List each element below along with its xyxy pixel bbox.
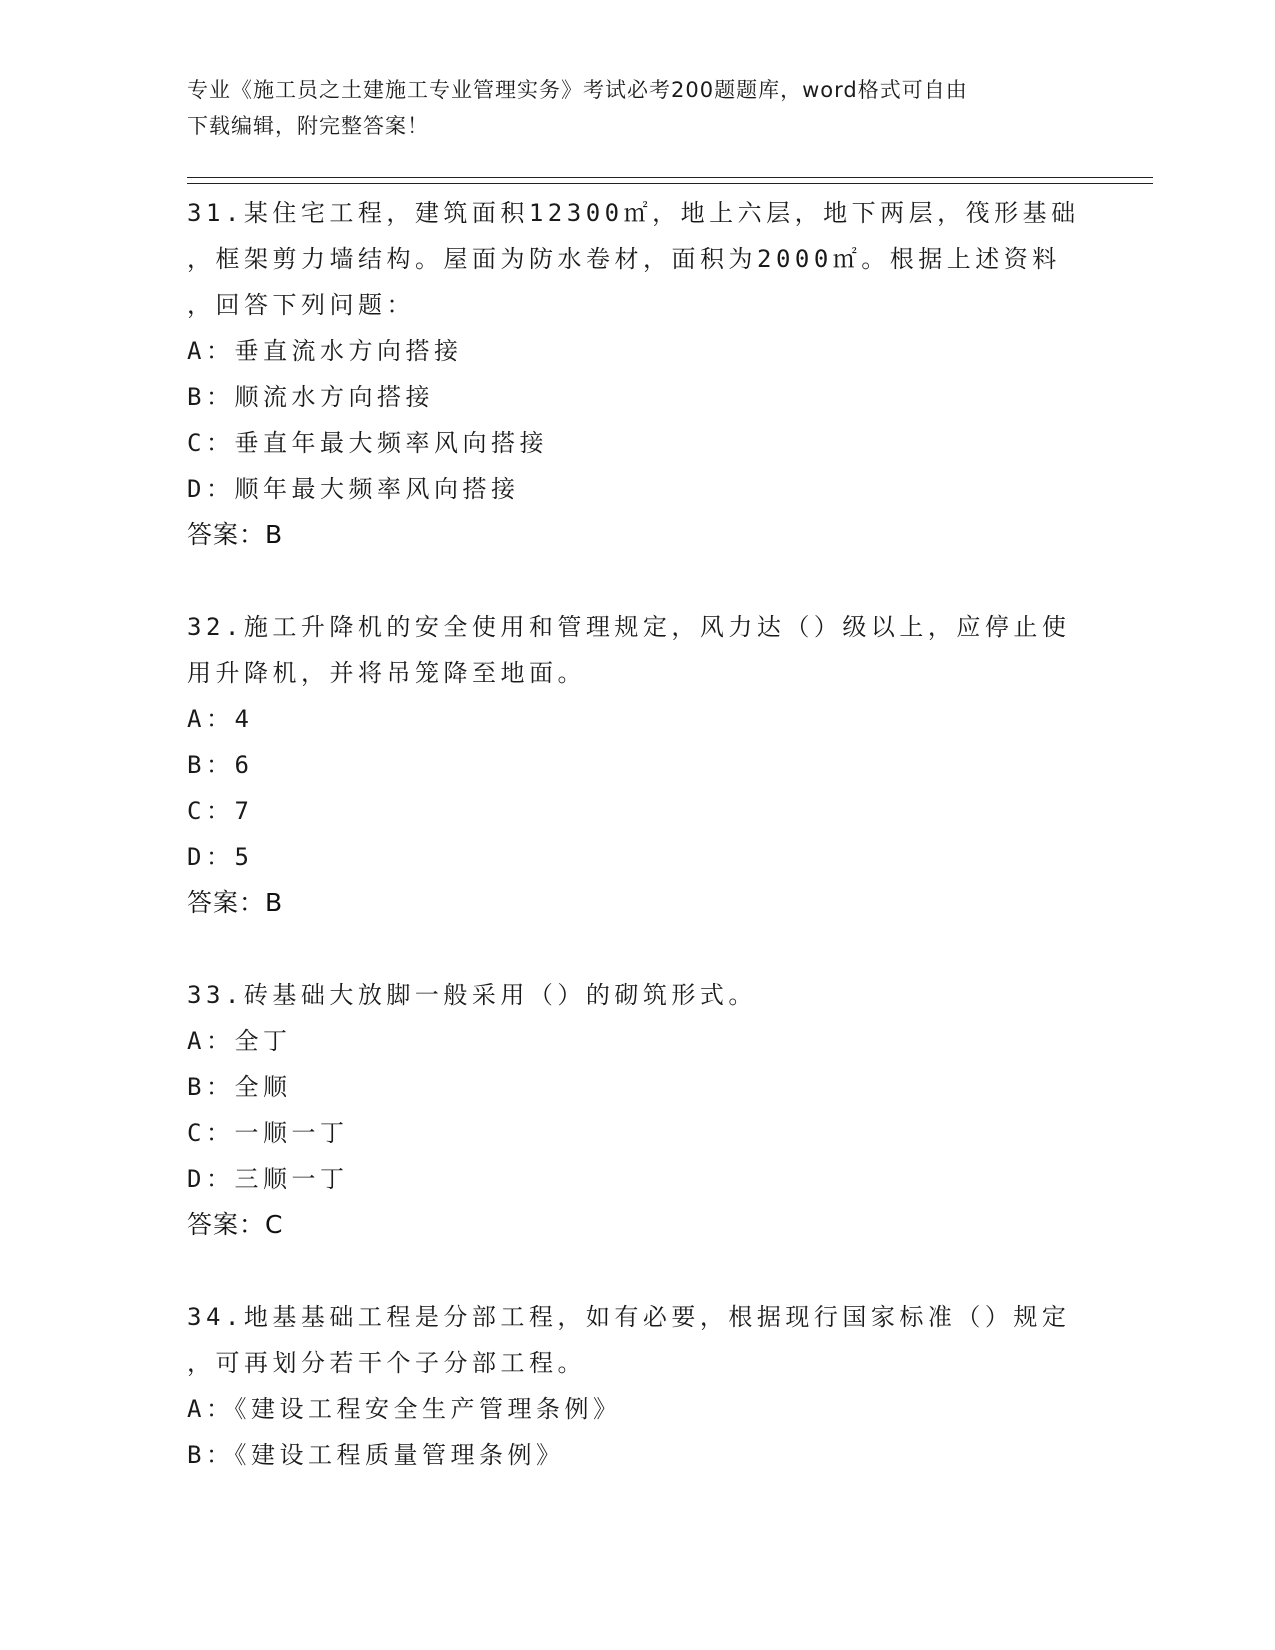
question-text-line: 31.某住宅工程，建筑面积12300㎡，地上六层，地下两层，筏形基础: [187, 199, 1080, 227]
question-34: [187, 1294, 1087, 1478]
option-b: B：全顺: [187, 1073, 292, 1101]
option-a: A：《建设工程安全生产管理条例》: [187, 1395, 622, 1423]
question-text-line: 34.地基基础工程是分部工程，如有必要，根据现行国家标准（）规定: [187, 1303, 1071, 1331]
question-text-line: ，可再划分若干个子分部工程。: [187, 1349, 586, 1377]
question-32: [187, 604, 1087, 926]
option-d: D：顺年最大频率风向搭接: [187, 475, 520, 503]
question-text: [187, 190, 1087, 328]
question-spacer: [187, 558, 1087, 604]
option-d: D：5: [187, 843, 254, 871]
question-spacer: [187, 926, 1087, 972]
option-b: B：《建设工程质量管理条例》: [187, 1441, 565, 1469]
question-text: [187, 604, 1087, 696]
header-divider-top: [187, 177, 1153, 178]
question-text: [187, 1294, 1087, 1386]
option-c: C：7: [187, 797, 254, 825]
option-c: C：垂直年最大频率风向搭接: [187, 429, 548, 457]
option-c: C：一顺一丁: [187, 1119, 349, 1147]
question-text-line: 用升降机，并将吊笼降至地面。: [187, 659, 586, 687]
option-b: B：6: [187, 751, 254, 779]
question-33: [187, 972, 1087, 1248]
option-a: A：4: [187, 705, 254, 733]
question-text-line: ，框架剪力墙结构。屋面为防水卷材，面积为2000㎡。根据上述资料: [187, 245, 1061, 273]
document-header: [187, 72, 1067, 144]
header-title-line-1: 专业《施工员之土建施工专业管理实务》考试必考200题题库，word格式可自由: [187, 78, 968, 102]
question-31: [187, 190, 1087, 558]
option-a: A：全丁: [187, 1027, 292, 1055]
header-title-line-2: 下载编辑，附完整答案！: [187, 114, 429, 138]
answer-line: 答案：B: [187, 888, 284, 917]
option-a: A：垂直流水方向搭接: [187, 337, 463, 365]
option-b: B：顺流水方向搭接: [187, 383, 434, 411]
answer-line: 答案：C: [187, 1210, 284, 1239]
question-text-line: ，回答下列问题：: [187, 291, 415, 319]
option-d: D：三顺一丁: [187, 1165, 349, 1193]
question-text-line: 33.砖基础大放脚一般采用（）的砌筑形式。: [187, 981, 757, 1009]
question-text-line: 32.施工升降机的安全使用和管理规定，风力达（）级以上，应停止使: [187, 613, 1071, 641]
header-divider-bottom: [187, 183, 1153, 184]
answer-line: 答案：B: [187, 520, 284, 549]
question-text: [187, 972, 1087, 1018]
question-spacer: [187, 1248, 1087, 1294]
question-list: [187, 190, 1087, 1478]
